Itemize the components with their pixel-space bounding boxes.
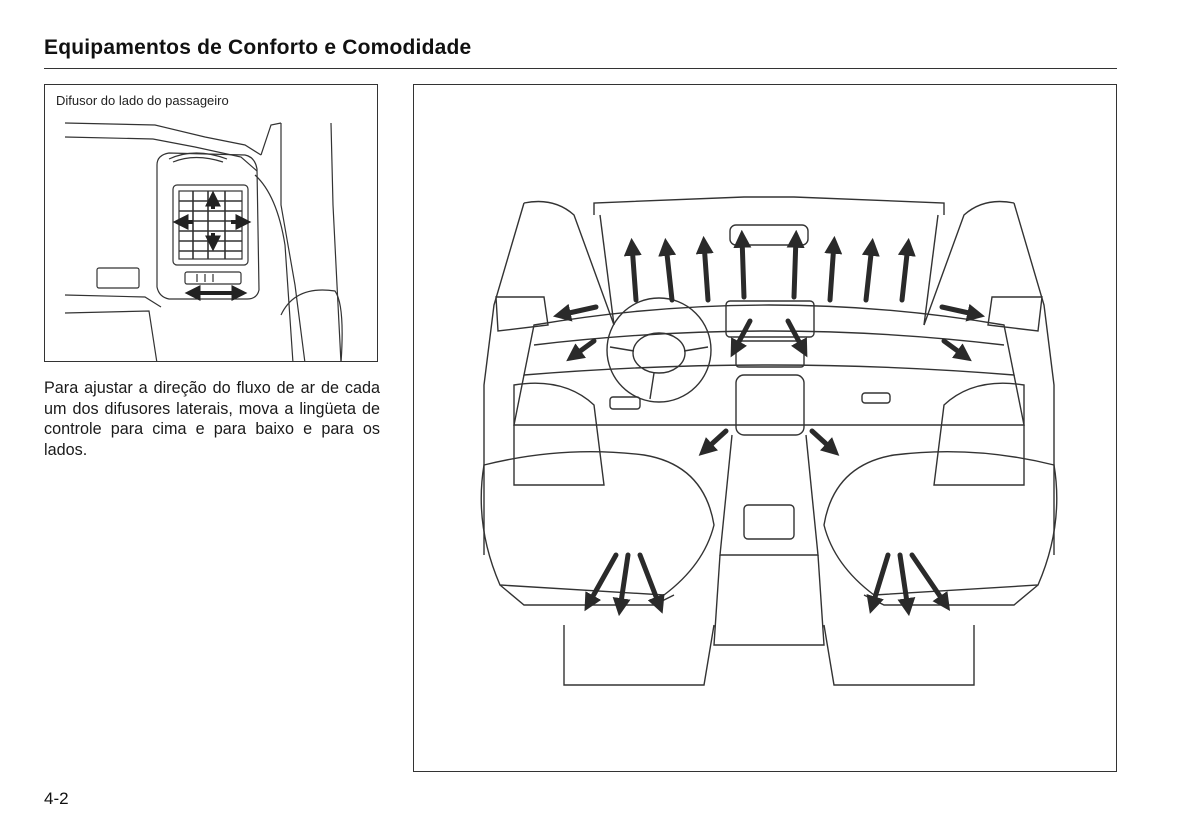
page-number: 4-2	[44, 789, 69, 808]
section-title: Equipamentos de Conforto e Comodidade	[44, 36, 472, 59]
cabin-airflow-illustration	[414, 85, 1117, 772]
vent-figure-caption: Difusor do lado do passageiro	[56, 93, 229, 108]
air-vent-adjust-illustration	[45, 85, 378, 362]
vent-figure	[44, 84, 378, 362]
title-divider	[44, 68, 1117, 69]
cabin-figure	[413, 84, 1117, 772]
vent-instructions: Para ajustar a direção do fluxo de ar de cada um dos difusores laterais, mova a lingüeta de controle para cima e para baixo e para os lados.	[44, 379, 380, 459]
